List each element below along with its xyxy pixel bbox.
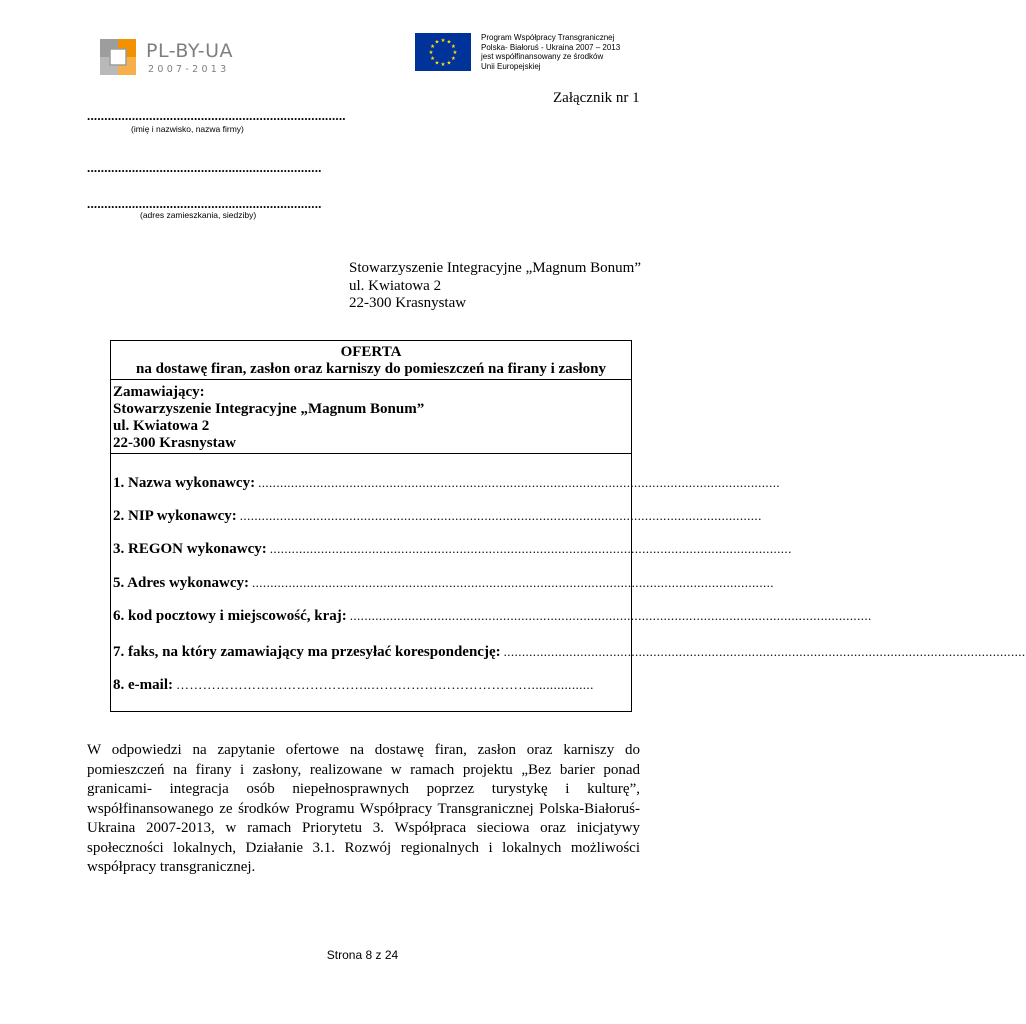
orderer-line: ul. Kwiatowa 2 [113, 418, 210, 434]
eu-line: Program Współpracy Transgranicznej [481, 33, 615, 42]
eu-funding-note [481, 33, 620, 71]
sender-name-caption: (imię i nazwisko, nazwa firmy) [131, 124, 244, 134]
attachment-label: Załącznik nr 1 [553, 90, 640, 106]
recipient-line: ul. Kwiatowa 2 [349, 277, 442, 294]
field-fill[interactable]: ............................................................................................................................................... [349, 608, 872, 623]
field-label: 1. Nazwa wykonawcy: [113, 475, 256, 491]
eu-line: Polska- Białoruś - Ukraina 2007 – 2013 [481, 42, 621, 52]
field-fill[interactable]: ............................................................................................................................................... [251, 575, 774, 590]
orderer-line: Zamawiający: [113, 384, 205, 400]
field-fill[interactable]: ............................................................................................................................................... [239, 508, 762, 523]
sender-name-line[interactable]: ........................................................................... [87, 108, 346, 123]
logo-years: 2007-2013 [148, 64, 230, 75]
eu-star-icon: ★ [446, 60, 452, 67]
recipient-address [349, 260, 641, 313]
offer-header [110, 340, 632, 380]
eu-star-icon: ★ [434, 39, 440, 46]
orderer-section [110, 380, 632, 454]
offer-subtitle: na dostawę firan, zasłon oraz karniszy do pomieszczeń na firany i zasłony [136, 361, 606, 377]
field-fill[interactable]: ............................................................................................................................................... [503, 644, 1026, 659]
eu-line: jest współfinansowany ze środków [481, 52, 604, 62]
sender-address-line[interactable]: .................................................................... [87, 196, 322, 211]
eu-star-icon: ★ [434, 60, 440, 67]
field-address[interactable] [113, 575, 774, 592]
field-label: 2. NIP wykonawcy: [113, 508, 237, 524]
eu-star-icon: ★ [440, 62, 446, 68]
field-label: 6. kod pocztowy i miejscowość, kraj: [113, 608, 347, 624]
field-contractor-name[interactable] [113, 475, 781, 492]
page-number: Strona 8 z 24 [326, 948, 399, 962]
sender-address-caption: (adres zamieszkania, siedziby) [140, 210, 257, 220]
field-nip[interactable] [113, 508, 762, 525]
eu-star-icon: ★ [440, 38, 446, 44]
field-fill[interactable]: ……………………………………..………………………………................. [175, 677, 594, 692]
logo-text: PL-BY-UA [146, 40, 233, 62]
recipient-line: Stowarzyszenie Integracyjne „Magnum Bonum” [349, 260, 641, 276]
field-fill[interactable]: ............................................................................................................................................... [258, 475, 781, 490]
eu-star-icon: ★ [450, 56, 456, 62]
pl-by-ua-logo-icon [98, 37, 138, 77]
eu-line: Unii Europejskiej [481, 61, 541, 71]
eu-star-icon: ★ [450, 44, 456, 50]
eu-star-icon: ★ [430, 44, 436, 50]
eu-flag-icon [415, 33, 471, 71]
offer-title: OFERTA [340, 344, 402, 360]
field-email[interactable] [113, 677, 628, 694]
field-regon[interactable] [113, 541, 792, 558]
field-fax[interactable] [113, 644, 1026, 661]
field-fill[interactable]: ............................................................................................................................................... [269, 541, 792, 556]
field-label: 8. e-mail: [113, 677, 173, 693]
orderer-line: 22-300 Krasnystaw [113, 435, 236, 451]
field-label: 7. faks, na który zamawiający ma przesyłać korespondencję: [113, 644, 501, 660]
eu-star-icon: ★ [430, 56, 436, 62]
field-label: 3. REGON wykonawcy: [113, 541, 267, 557]
eu-star-icon: ★ [446, 39, 452, 46]
eu-star-icon: ★ [428, 50, 434, 56]
eu-star-icon: ★ [452, 50, 458, 56]
orderer-line: Stowarzyszenie Integracyjne „Magnum Bonum” [113, 401, 425, 417]
sender-extra-line[interactable]: .................................................................... [87, 160, 322, 175]
field-postal-city-country[interactable] [113, 608, 872, 625]
body-paragraph: W odpowiedzi na zapytanie ofertowe na dostawę firan, zasłon oraz karniszy do pomieszczeń na firany i zasłony, realizowane w ramach projektu „Bez barier ponad granicami- integracja osób niepełnosprawnych poprzez turystykę i kulturę”, współfinansowanego ze środków Programu Współpracy Transgranicznej Polska-Białoruś-Ukraina 2007-2013, w ramach Priorytetu 3. Współpraca sieciowa oraz inicjatywy społeczności lokalnych, Działanie 3.1. Rozwój regionalnych i lokalnych możliwości współpracy transgranicznej. [87, 742, 640, 875]
recipient-line: 22-300 Krasnystaw [349, 295, 467, 311]
field-label: 5. Adres wykonawcy: [113, 575, 249, 591]
